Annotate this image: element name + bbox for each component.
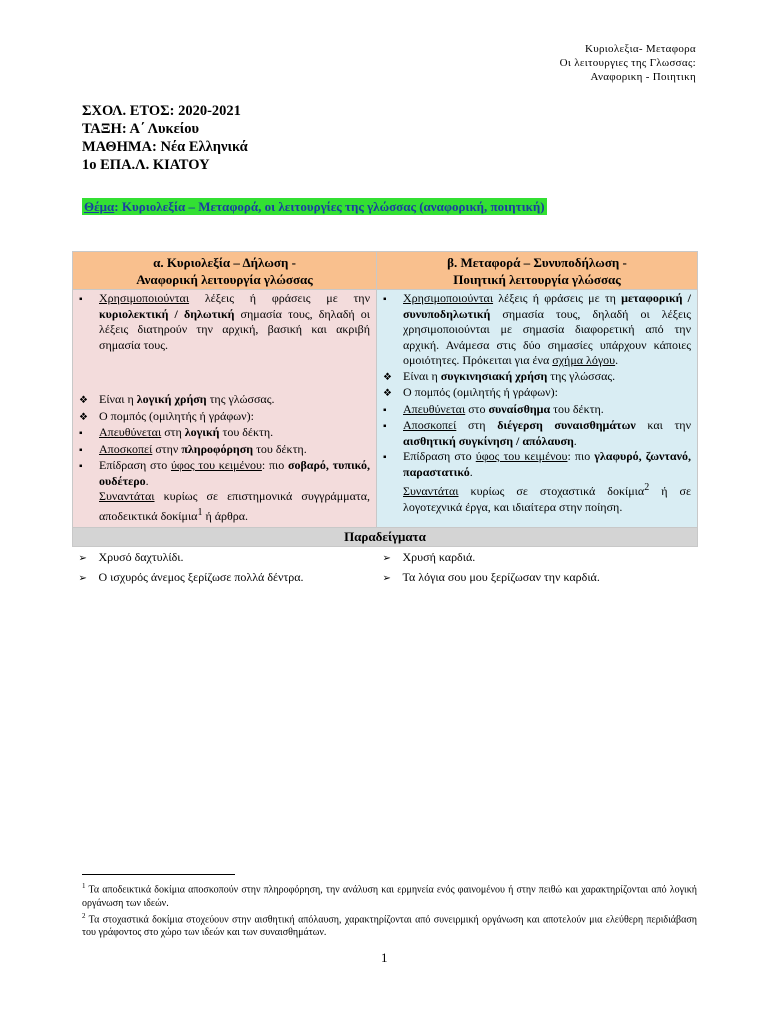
example-a-1: ➢ Χρυσό δαχτυλίδι.: [73, 547, 377, 568]
footnote-1: $^1$ Τα αποδεικτικά δοκίμια αποσκοπούν στην πληροφόρηση, την ανάλυση και ερμηνεία ενός φαινομένου ή στην πειθώ και χαρακτηρίζονται από λογική οργάνωση των ιδεών.: [82, 882, 697, 909]
square-bullet-icon: ▪: [383, 294, 387, 305]
diamond-bullet-icon: ❖: [79, 411, 88, 423]
comparison-table: [72, 251, 698, 587]
theme-text: : Κυριολεξία – Μεταφορά, οι λειτουργίες της γλώσσας (αναφορική, ποιητική): [114, 199, 545, 214]
header-line-2: Οι λειτουργιες της Γλωσσας:: [559, 57, 696, 69]
example-b-1: ➢ Χρυσή καρδιά.: [377, 547, 698, 568]
subject-name: ΜΑΘΗΜΑ: Νέα Ελληνικά: [82, 139, 248, 155]
list-item: ▪ Χρησιμοποιούνται λέξεις ή φράσεις με την κυριολεκτική / δηλωτική σημασία τους, δηλαδή οι λέξεις διατηρούν την αρχική, βασική και ακριβή σημασία τους.: [79, 291, 370, 352]
arrow-bullet-icon: ➢: [78, 553, 87, 564]
list-item: ▪ Χρησιμοποιούνται λέξεις ή φράσεις με τη μεταφορική / συνυποδηλωτική σημασία τους, δηλαδή οι λέξεις χρησιμοποιούνται με σημασία διαφορετική από την αρχική. Ανάμεσα στις δύο σημασίες υπάρχουν κάποιες ομοιότητες. Πρόκειται για ένα σχήμα λόγου.: [383, 291, 691, 367]
square-bullet-icon: ▪: [79, 294, 83, 305]
diamond-bullet-icon: ❖: [383, 388, 392, 399]
header-line-1: Κυριολεξια- Μεταφορα: [584, 43, 696, 55]
square-bullet-icon: ▪: [79, 444, 83, 456]
square-bullet-icon: ▪: [383, 421, 387, 432]
column-b-title-line2: Ποιητική λειτουργία γλώσσας: [453, 272, 621, 287]
theme-heading: [82, 198, 547, 215]
list-item: ❖ Είναι η συγκινησιακή χρήση της γλώσσας.: [383, 369, 691, 386]
examples-title: Παραδείγματα: [73, 528, 698, 547]
example-row: [73, 567, 698, 587]
footnotes: [82, 880, 697, 939]
list-item: ▪ Αποσκοπεί στην πληροφόρηση του δέκτη.: [79, 442, 370, 459]
arrow-bullet-icon: ➢: [382, 553, 391, 564]
examples-title-row: [73, 528, 698, 547]
column-b-header: [377, 252, 698, 290]
square-bullet-icon: ▪: [383, 452, 387, 463]
column-a-title-line2: Αναφορική λειτουργία γλώσσας: [136, 272, 313, 287]
school-year: ΣΧΟΛ. ΕΤΟΣ: 2020-2021: [82, 103, 241, 119]
list-item: ▪ Απευθύνεται στο συναίσθημα του δέκτη.: [383, 402, 691, 419]
column-b-title-line1: β. Μεταφορά – Συνυποδήλωση -: [447, 255, 627, 270]
arrow-bullet-icon: ➢: [382, 573, 391, 584]
school-name: 1ο ΕΠΑ.Λ. ΚΙΑΤΟΥ: [82, 157, 210, 173]
table-header-row: [73, 252, 698, 290]
class-name: ΤΑΞΗ: Α΄ Λυκείου: [82, 121, 200, 137]
column-a-header: [73, 252, 377, 290]
diamond-bullet-icon: ❖: [383, 371, 392, 383]
arrow-bullet-icon: ➢: [78, 573, 87, 584]
theme-label: Θέμα: [84, 199, 115, 214]
list-item: ▪ Επίδραση στο ύφος του κειμένου: πιο σοβαρό, τυπικό, ουδέτερο. Συναντάται κυρίως σε επιστημονικά συγγράμματα, αποδεικτικά δοκίμια$^1$ ή άρθρα.: [79, 458, 370, 523]
list-item: ❖ Ο πομπός (ομιλητής ή γράφων):: [383, 385, 691, 402]
page-number: 1: [381, 950, 388, 965]
column-a-content: [73, 290, 377, 528]
column-b-content: [377, 290, 698, 528]
list-item: ▪ Αποσκοπεί στη διέγερση συναισθημάτων και την αισθητική συγκίνηση / απόλαυση.: [383, 418, 692, 448]
footnote-separator: [82, 874, 235, 875]
list-item: ▪ Επίδραση στο ύφος του κειμένου: πιο γλαφυρό, ζωντανό, παραστατικό. Συναντάται κυρίως σε στοχαστικά δοκίμια$^2$ ή σε λογοτεχνικά έργα, και ιδιαίτερα στην ποίηση.: [383, 449, 691, 514]
square-bullet-icon: ▪: [383, 404, 387, 416]
diamond-bullet-icon: ❖: [79, 395, 88, 406]
header-line-3: Αναφορικη - Ποιητικη: [590, 71, 696, 83]
table-body-row: [73, 290, 698, 528]
list-item: ▪ Απευθύνεται στη λογική του δέκτη.: [79, 425, 370, 442]
example-b-2: ➢ Τα λόγια σου μου ξερίζωσαν την καρδιά.: [377, 567, 698, 587]
document-info: [82, 102, 248, 174]
footnote-ref-1[interactable]: 1: [197, 506, 203, 518]
square-bullet-icon: ▪: [79, 428, 83, 439]
column-a-title-line1: α. Κυριολεξία – Δήλωση -: [153, 255, 296, 270]
example-row: [73, 547, 698, 568]
square-bullet-icon: ▪: [79, 461, 83, 472]
example-a-2: ➢ Ο ισχυρός άνεμος ξερίζωσε πολλά δέντρα.: [73, 567, 377, 587]
list-item: ❖ Είναι η λογική χρήση της γλώσσας.: [79, 392, 370, 409]
running-header: [560, 42, 696, 84]
list-item: ❖ Ο πομπός (ομιλητής ή γράφων):: [79, 409, 370, 426]
footnote-ref-2[interactable]: 2: [644, 482, 650, 493]
footnote-2: $^2$ Τα στοχαστικά δοκίμια στοχεύουν στην αισθητική απόλαυση, χαρακτηρίζονται από συνειρμική οργάνωση και αποτελούν μια ελεύθερη περιδιάβαση του γράφοντος στο χώρο των ιδεών και των συναισθημάτων.: [82, 911, 697, 939]
